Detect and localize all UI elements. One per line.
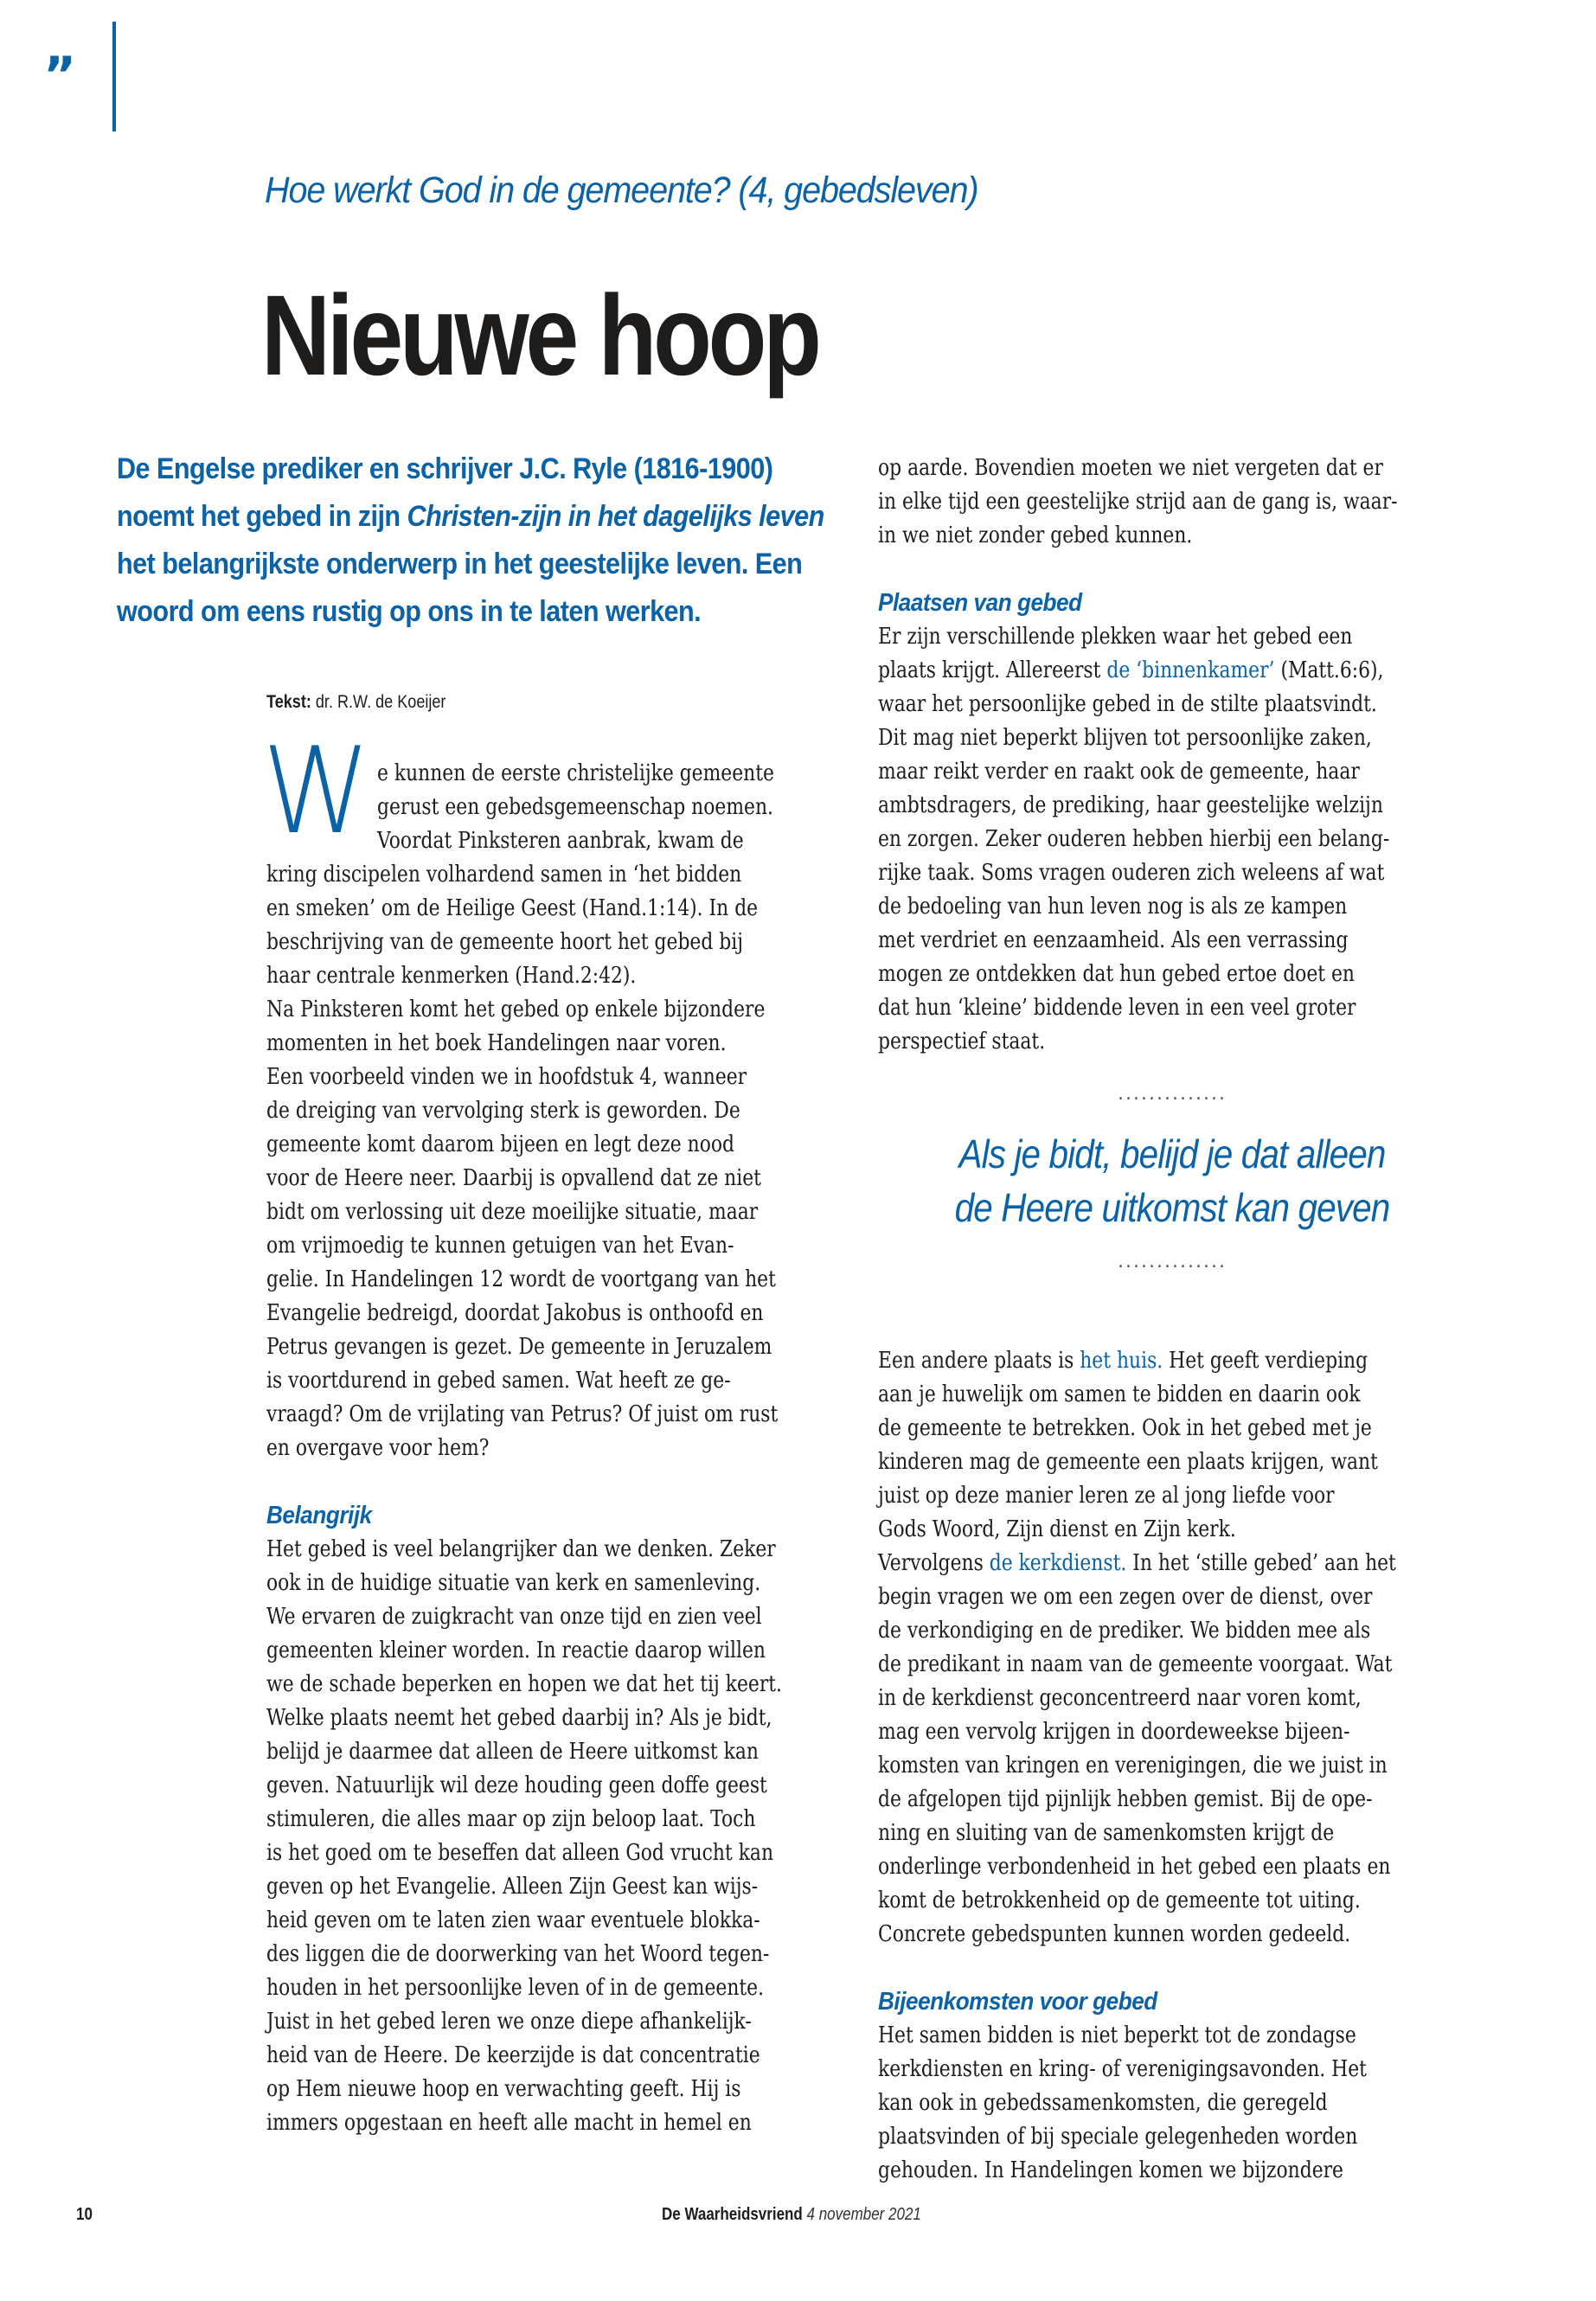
pull-quote-text: [874, 1127, 1471, 1234]
text-line: gerust een gebedsgemeenschap noemen.: [377, 794, 773, 820]
text-line: e kunnen de eerste christelijke gemeente: [377, 760, 774, 786]
text-line: haar centrale kenmerken (Hand.2:42).: [266, 963, 637, 989]
text-line: gemeenten kleiner worden. In reactie daarop willen: [266, 1638, 766, 1663]
text-line: houden in het persoonlijke leven of in de gemeente.: [266, 1975, 765, 2001]
highlight-binnenkamer: de ‘binnenkamer’: [1106, 657, 1275, 683]
series-kicker: Hoe werkt God in de gemeente? (4, gebedsleven): [265, 170, 978, 211]
text-line: des liggen die de doorwerking van het Woord tegen-: [266, 1941, 770, 1967]
text-line: Een voorbeeld vinden we in hoofdstuk 4, wanneer: [266, 1064, 747, 1090]
paragraph: [878, 2019, 1466, 2188]
text-segment: Het geeft verdieping: [1163, 1348, 1368, 1374]
text-line: in de kerkdienst geconcentreerd naar voren komt,: [878, 1685, 1362, 1711]
paragraph: [878, 1378, 1466, 1547]
paragraph: [878, 688, 1466, 1059]
text-line: heid van de Heere. De keerzijde is dat concentratie: [266, 2042, 760, 2068]
text-line: komsten van kringen en verenigingen, die we juist in: [878, 1753, 1388, 1779]
intro-line: woord om eens rustig op ons in te laten werken.: [117, 595, 702, 628]
text-line: de bedoeling van hun leven nog is als ze kampen: [878, 894, 1348, 920]
intro-line: De Engelse prediker en schrijver J.C. Ryle (1816-1900): [117, 452, 773, 485]
text-line: op aarde. Bovendien moeten we niet vergeten dat er: [878, 455, 1383, 481]
text-line: Voordat Pinksteren aanbrak, kwam de: [377, 828, 744, 854]
text-line: kinderen mag de gemeente een plaats krijgen, want: [878, 1449, 1378, 1475]
text-line: in we niet zonder gebed kunnen.: [878, 522, 1193, 548]
text-line: met verdriet en eenzaamheid. Als een verrassing: [878, 927, 1349, 953]
text-line: op Hem nieuwe hoop en verwachting geeft. Hij is: [266, 2076, 741, 2102]
dropcap-paragraph: [266, 757, 855, 858]
text-line: Het samen bidden is niet beperkt tot de zondagse: [878, 2022, 1356, 2048]
text-column-1: [266, 757, 855, 2140]
highlight-kerkdienst: de kerkdienst.: [989, 1550, 1127, 1576]
text-line: Gods Woord, Zijn dienst en Zijn kerk.: [878, 1516, 1236, 1542]
issue-date: 4 november 2021: [806, 2205, 921, 2224]
footer-publication: [662, 2205, 921, 2225]
text-line: Na Pinksteren komt het gebed op enkele bijzondere: [266, 997, 766, 1022]
text-line: de gemeente te betrekken. Ook in het gebed met je: [878, 1415, 1372, 1441]
pull-quote: [874, 1084, 1471, 1272]
text-line: om vrijmoedig te kunnen getuigen van het Evan-: [266, 1233, 734, 1259]
text-line: onderlinge verbondenheid in het gebed een plaats en: [878, 1854, 1391, 1880]
text-line: Juist in het gebed leren we onze diepe afhankelijk-: [266, 2009, 752, 2035]
text-line: [878, 654, 1384, 688]
text-line: en overgave voor hem?: [266, 1435, 490, 1461]
text-line: voor de Heere neer. Daarbij is opvallend dat ze niet: [266, 1165, 761, 1191]
text-line: ambtsdragers, de prediking, haar geestelijke welzijn: [878, 792, 1383, 818]
text-line: kan ook in gebedssamenkomsten, die geregeld: [878, 2090, 1328, 2116]
text-line: mag een vervolg krijgen in doordeweekse bijeen-: [878, 1719, 1350, 1745]
text-line: Concrete gebedspunten kunnen worden gedeeld.: [878, 1921, 1351, 1947]
text-line: Het gebed is veel belangrijker dan we denken. Zeker: [266, 1536, 776, 1562]
text-line: [878, 1344, 1372, 1378]
text-line: juist op deze manier leren ze al jong liefde voor: [878, 1483, 1335, 1509]
text-line: begin vragen we om een zegen over de dienst, over: [878, 1584, 1373, 1610]
text-line: stimuleren, die alles maar op zijn beloop laat. Toch: [266, 1806, 756, 1832]
pull-quote-line: de Heere uitkomst kan geven: [954, 1185, 1390, 1230]
text-line: de afgelopen tijd pijnlijk hebben gemist. Bij de ope-: [878, 1786, 1373, 1812]
pull-quote-line: Als je bidt, belijd je dat alleen: [958, 1131, 1386, 1176]
text-line: dat hun ‘kleine’ biddende leven in een veel groter: [878, 995, 1356, 1021]
text-line: bidt om verlossing uit deze moeilijke situatie, maar: [266, 1199, 759, 1225]
text-line: vraagd? Om de vrijlating van Petrus? Of juist om rust: [266, 1401, 779, 1427]
text-segment: (Matt.6:6),: [1274, 657, 1384, 683]
text-line: rijke taak. Soms vragen ouderen zich weleens af wat: [878, 860, 1385, 886]
highlight-het-huis: het huis.: [1080, 1348, 1163, 1374]
text-line: Dit mag niet beperkt blijven tot persoonlijke zaken,: [878, 725, 1372, 751]
book-title: Christen-zijn in het dagelijks leven: [407, 500, 824, 533]
article-intro: [117, 445, 861, 636]
text-line: en smeken’ om de Heilige Geest (Hand.1:14). In de: [266, 895, 759, 921]
text-line: gelie. In Handelingen 12 wordt de voortgang van het: [266, 1266, 776, 1292]
intro-line: [117, 493, 824, 541]
text-line: immers opgestaan en heeft alle macht in hemel en: [266, 2110, 752, 2136]
article-title: Nieuwe hoop: [261, 272, 818, 399]
text-line: is het goed om te beseffen dat alleen God vrucht kan: [266, 1840, 774, 1866]
text-line: ning en sluiting van de samenkomsten krijgt de: [878, 1820, 1335, 1846]
text-line: Er zijn verschillende plekken waar het gebed een: [878, 624, 1353, 650]
text-line: ook in de huidige situatie van kerk en samenleving.: [266, 1570, 761, 1596]
text-line: heid geven om te laten zien waar eventuele blokka-: [266, 1907, 760, 1933]
section-heading: Plaatsen van gebed: [878, 589, 1082, 617]
paragraph: [878, 1580, 1466, 1952]
text-line: We ervaren de zuigkracht van onze tijd en zien veel: [266, 1604, 762, 1630]
text-line: gemeente komt daarom bijeen en legt deze nood: [266, 1131, 735, 1157]
text-line: de verkondiging en de prediker. We bidden mee als: [878, 1618, 1371, 1644]
text-line: maar reikt verder en raakt ook de gemeente, haar: [878, 759, 1360, 785]
text-line: en zorgen. Zeker ouderen hebben hierbij een belang-: [878, 826, 1390, 852]
text-line: de dreiging van vervolging sterk is geworden. De: [266, 1098, 740, 1124]
text-line: gehouden. In Handelingen komen we bijzondere: [878, 2157, 1343, 2183]
dotted-divider-bottom: ..............: [1118, 1251, 1227, 1272]
text-line: momenten in het boek Handelingen naar voren.: [266, 1030, 727, 1056]
intro-line: het belangrijkste onderwerp in het geestelijke leven. Een: [117, 548, 803, 580]
intro-text: noemt het gebed in zijn: [117, 500, 407, 533]
text-line: is voortdurend in gebed samen. Wat heeft ze ge-: [266, 1368, 731, 1394]
text-line: perspectief staat.: [878, 1029, 1046, 1054]
text-line: waar het persoonlijke gebed in de stilte plaatsvindt.: [878, 691, 1377, 717]
text-line: aan je huwelijk om samen te bidden en daarin ook: [878, 1381, 1361, 1407]
text-segment: Een andere plaats is: [878, 1348, 1080, 1374]
text-line: we de schade beperken en hopen we dat het tij keert.: [266, 1671, 782, 1697]
text-line: kerkdiensten en kring- of verenigingsavonden. Het: [878, 2056, 1367, 2082]
publication-name: De Waarheidsvriend: [662, 2205, 803, 2224]
paragraph: [878, 452, 1466, 553]
text-line: Evangelie bedreigd, doordat Jakobus is onthoofd en: [266, 1300, 764, 1326]
text-line: komt de betrokkenheid op de gemeente tot uiting.: [878, 1888, 1361, 1913]
text-line: geven op het Evangelie. Alleen Zijn Geest kan wijs-: [266, 1874, 759, 1900]
text-line: kring discipelen volhardend samen in ‘het bidden: [266, 862, 742, 888]
byline-author: dr. R.W. de Koeijer: [315, 692, 446, 712]
text-line: geven. Natuurlijk wil deze houding geen doffe geest: [266, 1772, 767, 1798]
paragraph: [266, 858, 855, 1465]
byline: [266, 692, 445, 713]
text-segment: Vervolgens: [878, 1550, 990, 1576]
vertical-accent-rule: [112, 22, 116, 131]
text-line: Petrus gevangen is gezet. De gemeente in Jeruzalem: [266, 1334, 772, 1360]
page-number: 10: [76, 2205, 93, 2224]
text-segment: plaats krijgt. Allereerst: [878, 657, 1107, 683]
byline-label: Tekst:: [266, 692, 311, 712]
text-line: belijd je daarmee dat alleen de Heere uitkomst kan: [266, 1739, 759, 1765]
text-line: plaatsvinden of bij speciale gelegenheden worden: [878, 2124, 1358, 2150]
text-line: beschrijving van de gemeente hoort het gebed bij: [266, 929, 744, 955]
text-line: Welke plaats neemt het gebed daarbij in? Als je bidt,: [266, 1705, 772, 1731]
paragraph: [266, 1533, 855, 2140]
closing-quote-icon: ”: [43, 46, 74, 105]
text-line: de predikant in naam van de gemeente voorgaat. Wat: [878, 1651, 1393, 1677]
dotted-divider-top: ..............: [1118, 1083, 1227, 1105]
text-line: mogen ze ontdekken dat hun gebed ertoe doet en: [878, 961, 1355, 987]
drop-cap: W: [262, 721, 371, 861]
text-line: [878, 1547, 1396, 1580]
text-segment: In het ‘stille gebed’ aan het: [1126, 1550, 1396, 1576]
text-column-2: [878, 452, 1466, 2188]
text-line: in elke tijd een geestelijke strijd aan de gang is, waar-: [878, 489, 1398, 515]
section-heading: Belangrijk: [266, 1502, 372, 1529]
section-heading: Bijeenkomsten voor gebed: [878, 1988, 1157, 2016]
